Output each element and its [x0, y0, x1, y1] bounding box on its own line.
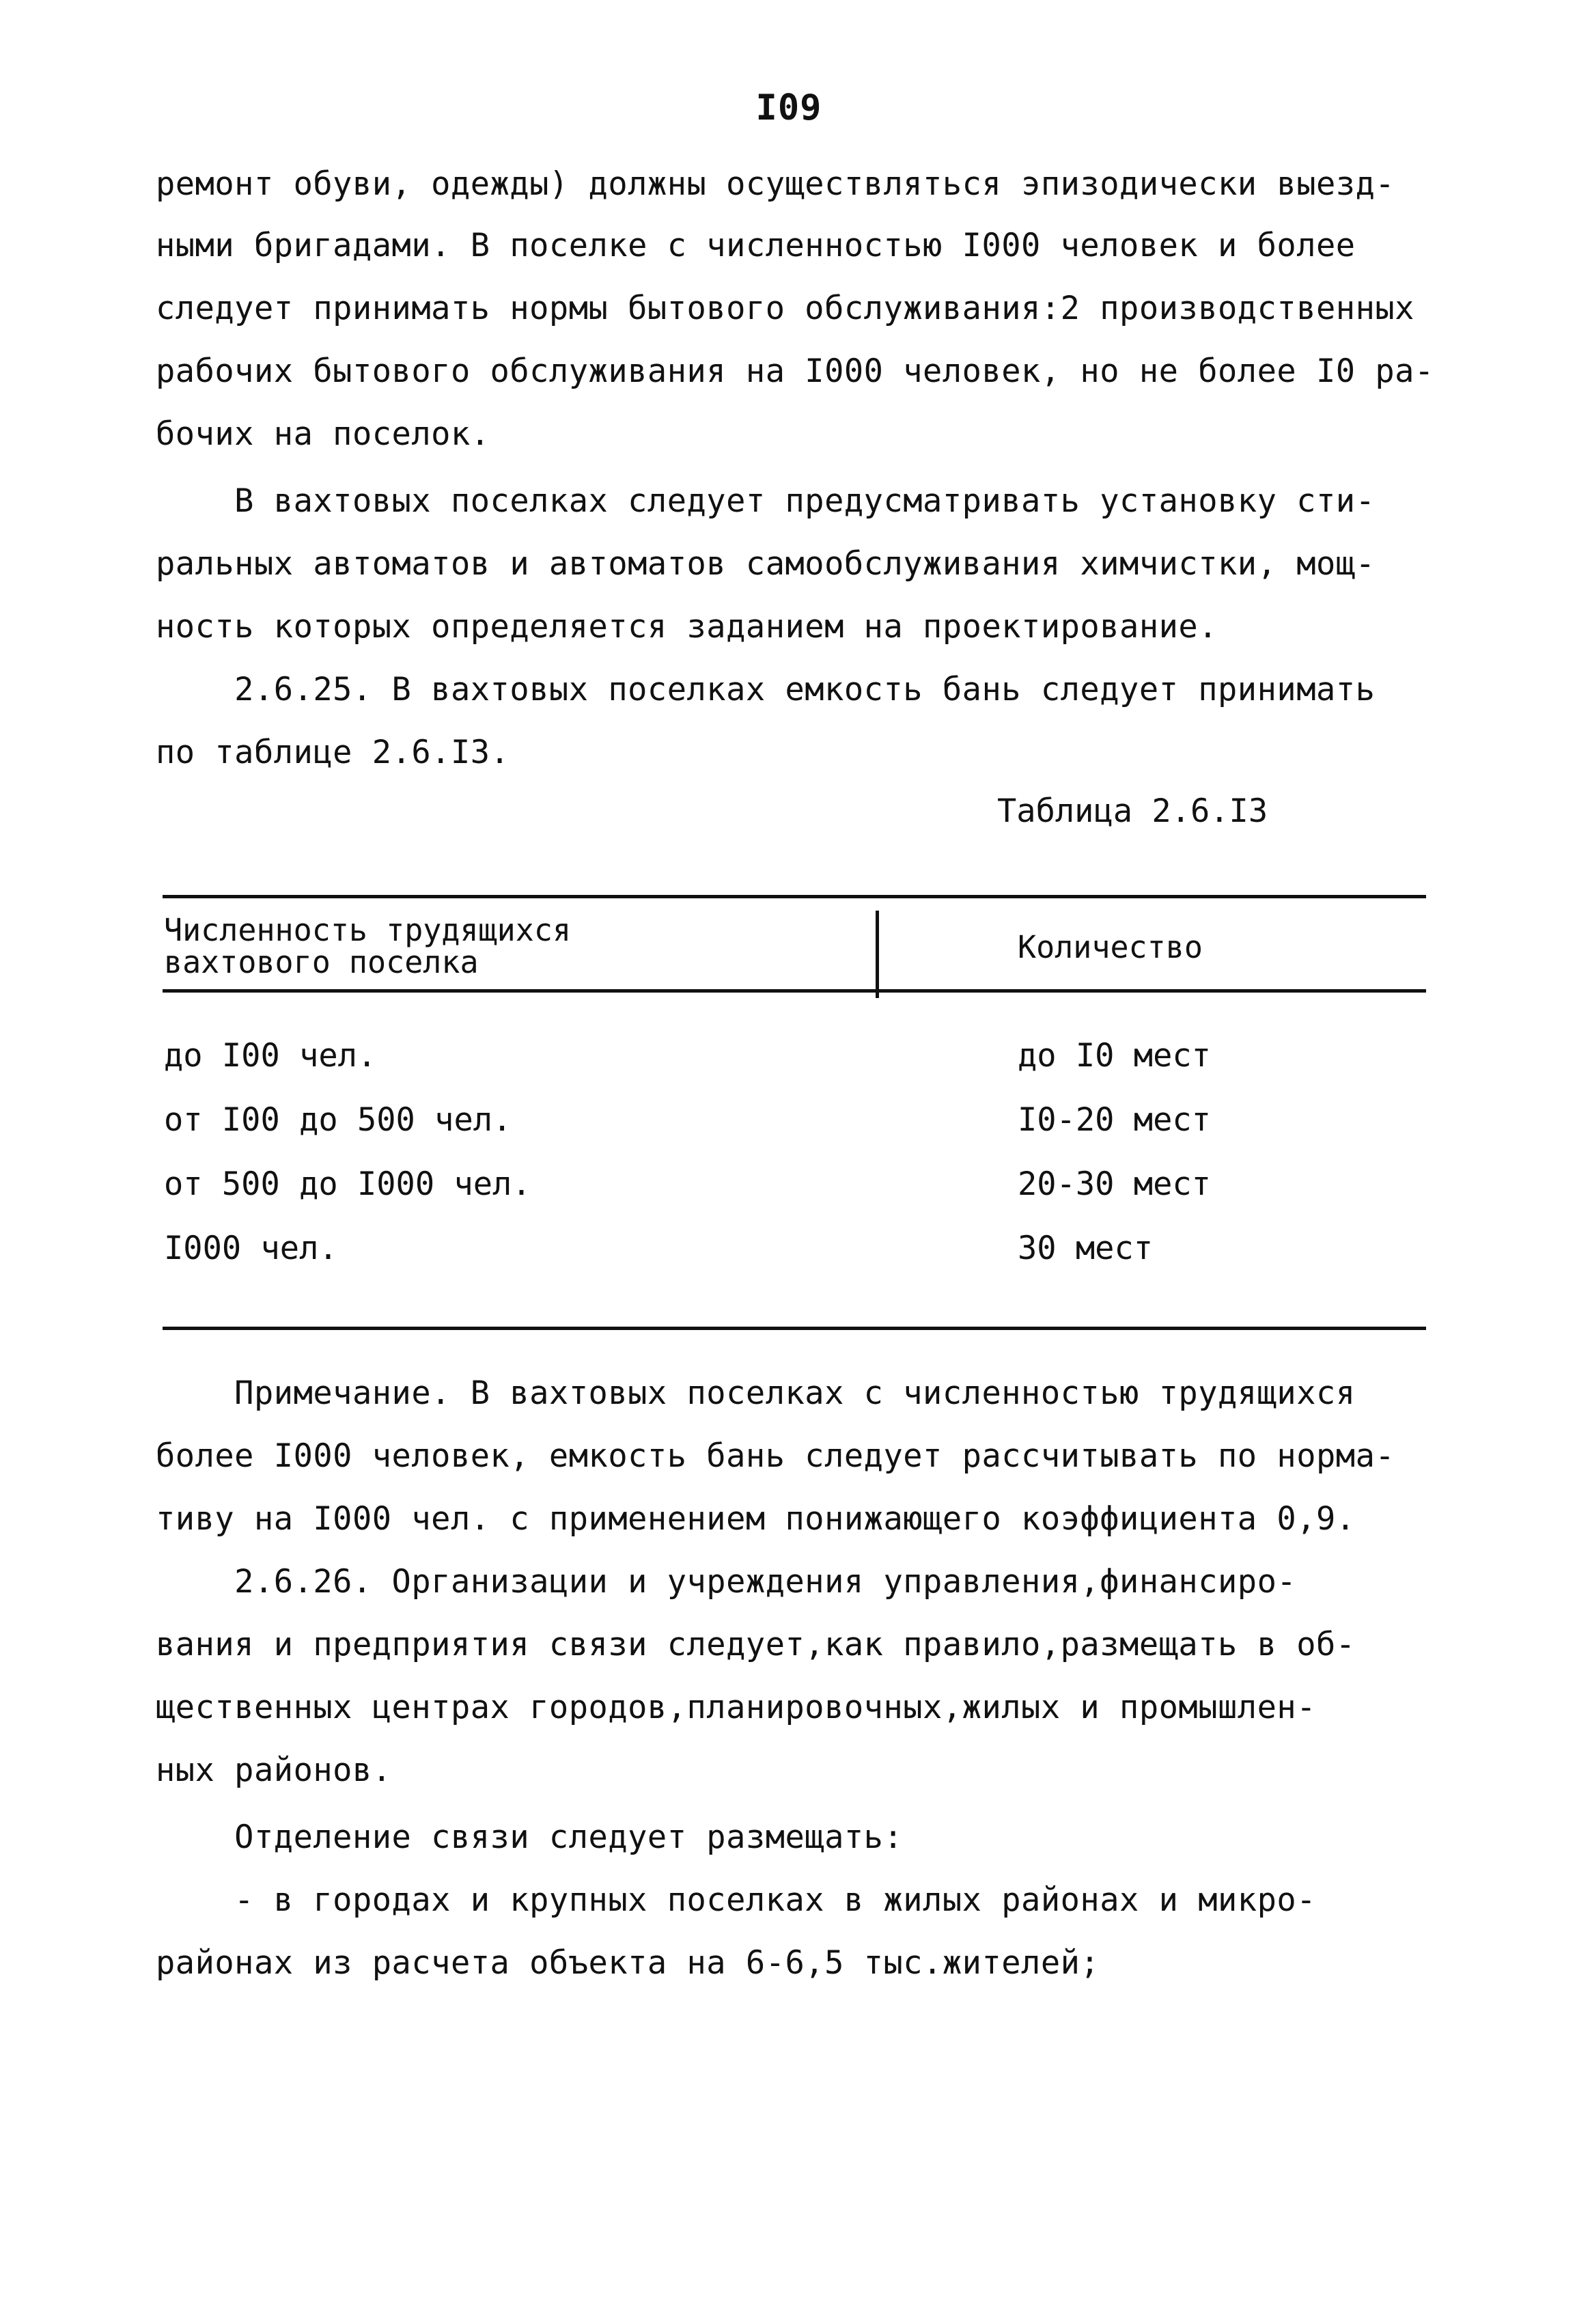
text-line: бочих на поселок. — [156, 415, 490, 453]
table-cell-population: до I00 чел. — [164, 1037, 377, 1075]
text-line: районах из расчета объекта на 6-6,5 тыс.жителей; — [156, 1944, 1100, 1982]
text-line: тиву на I000 чел. с применением понижающего коэффициента 0,9. — [156, 1500, 1356, 1538]
table-cell-quantity: 20-30 мест — [1018, 1165, 1211, 1203]
table-cell-quantity: I0-20 мест — [1018, 1101, 1211, 1139]
text-line: ральных автоматов и автоматов самообслуживания химчистки, мощ- — [156, 545, 1376, 583]
text-line: по таблице 2.6.I3. — [156, 734, 510, 771]
table-cell-quantity: до I0 мест — [1018, 1037, 1211, 1075]
table-cell-population: от I00 до 500 чел. — [164, 1101, 512, 1139]
text-line: следует принимать нормы бытового обслуживания:2 производственных — [156, 290, 1414, 327]
table-top-rule — [163, 895, 1426, 898]
text-line: более I000 человек, емкость бань следует рассчитывать по норма- — [156, 1437, 1395, 1475]
text-line: ными бригадами. В поселке с численностью I000 человек и более — [156, 227, 1356, 264]
table-header-population-line2: вахтового поселка — [164, 944, 479, 980]
text-line: рабочих бытового обслуживания на I000 человек, но не более I0 ра- — [156, 352, 1434, 390]
text-line: щественных центрах городов,планировочных,жилых и промышлен- — [156, 1689, 1316, 1726]
text-line: ных районов. — [156, 1752, 392, 1789]
text-line: Примечание. В вахтовых поселках с численностью трудящихся — [156, 1374, 1356, 1412]
table-bottom-rule — [163, 1327, 1426, 1330]
text-line: Отделение связи следует размещать: — [156, 1818, 904, 1856]
text-line: вания и предприятия связи следует,как правило,размещать в об- — [156, 1626, 1356, 1663]
text-line: В вахтовых поселках следует предусматривать установку сти- — [156, 482, 1376, 520]
table-header-population-line1: Численность трудящихся — [164, 912, 572, 948]
text-line: 2.6.25. В вахтовых поселках емкость бань следует принимать — [156, 671, 1376, 708]
table-column-separator — [876, 911, 879, 998]
text-line: 2.6.26. Организации и учреждения управления,финансиро- — [156, 1563, 1297, 1601]
table-cell-population: I000 чел. — [164, 1230, 338, 1267]
text-line: ность которых определяется заданием на проектирование. — [156, 608, 1218, 646]
table-header-quantity: Количество — [1018, 929, 1203, 965]
table-header-rule — [163, 989, 1426, 993]
text-line: ремонт обуви, одежды) должны осуществляться эпизодически выезд- — [156, 165, 1395, 203]
table-cell-quantity: 30 мест — [1018, 1230, 1154, 1267]
table-cell-population: от 500 до I000 чел. — [164, 1165, 531, 1203]
page-number: I09 — [755, 87, 822, 128]
table-caption: Таблица 2.6.I3 — [997, 792, 1268, 830]
text-line: - в городах и крупных поселках в жилых районах и микро- — [156, 1881, 1316, 1919]
